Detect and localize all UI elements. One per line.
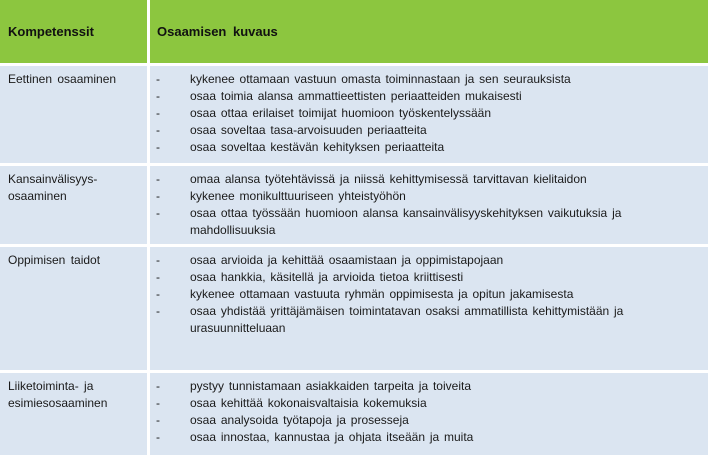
bullet-dash: - — [156, 123, 160, 137]
list-item — [150, 412, 708, 429]
list-item — [150, 303, 708, 337]
table-row-kansainvalisyysosaaminen — [0, 166, 708, 244]
bullet-dash: - — [156, 396, 160, 410]
description-cell — [150, 66, 708, 163]
bullet-dash: - — [156, 189, 160, 203]
list-item — [150, 188, 708, 205]
list-item — [150, 205, 708, 239]
bullet-dash: - — [156, 206, 160, 220]
list-item-text: pystyy tunnistamaan asiakkaiden tarpeita ja toiveita — [190, 379, 471, 393]
list-item-text: kykenee ottamaan vastuuta ryhmän oppimisesta ja opitun jakamisesta — [190, 287, 574, 301]
list-item-text: kykenee ottamaan vastuun omasta toiminnastaan ja sen seurauksista — [190, 72, 571, 86]
bullet-dash: - — [156, 413, 160, 427]
list-item — [150, 286, 708, 303]
table-row-oppimisen-taidot — [0, 247, 708, 370]
list-item-text: osaa kehittää kokonaisvaltaisia kokemuksia — [190, 396, 427, 410]
list-item — [150, 378, 708, 395]
list-item-text: osaa toimia alansa ammattieettisten periaatteiden mukaisesti — [190, 89, 522, 103]
competence-label: Liiketoiminta- ja esimiesosaaminen — [8, 379, 108, 410]
list-item-text: osaa soveltaa tasa-arvoisuuden periaatteita — [190, 123, 427, 137]
header-label-kompetenssit: Kompetenssit — [8, 24, 94, 39]
list-item — [150, 139, 708, 156]
table-row-eettinen-osaaminen — [0, 66, 708, 163]
bullet-dash: - — [156, 106, 160, 120]
header-label-osaamisen-kuvaus: Osaamisen kuvaus — [157, 24, 278, 39]
competence-cell — [0, 373, 147, 455]
bullet-dash: - — [156, 72, 160, 86]
competence-cell — [0, 247, 147, 370]
header-cell-kompetenssit — [0, 0, 147, 63]
bullet-dash: - — [156, 304, 160, 318]
bullet-dash: - — [156, 379, 160, 393]
list-item — [150, 269, 708, 286]
list-item-text: kykenee monikulttuuriseen yhteistyöhön — [190, 189, 406, 203]
list-item-text: omaa alansa työtehtävissä ja niissä kehittymisessä tarvittavan kielitaidon — [190, 172, 587, 186]
list-item — [150, 71, 708, 88]
table-row-liiketoiminta-esimiesosaaminen — [0, 373, 708, 455]
table-header-row — [0, 0, 708, 63]
competence-cell — [0, 66, 147, 163]
list-item-text: osaa ottaa erilaiset toimijat huomioon työskentelyssään — [190, 106, 491, 120]
bullet-dash: - — [156, 172, 160, 186]
bullet-dash: - — [156, 253, 160, 267]
bullet-dash: - — [156, 140, 160, 154]
description-cell — [150, 247, 708, 370]
list-item-text: osaa soveltaa kestävän kehityksen periaatteita — [190, 140, 445, 154]
competence-cell — [0, 166, 147, 244]
bullet-dash: - — [156, 89, 160, 103]
bullet-dash: - — [156, 287, 160, 301]
bullet-dash: - — [156, 430, 160, 444]
list-item — [150, 105, 708, 122]
list-item — [150, 429, 708, 446]
list-item-text: osaa yhdistää yrittäjämäisen toimintatavan osaksi ammatillista kehittymistään ja urasuunnitteluaan — [190, 304, 624, 335]
bullet-dash: - — [156, 270, 160, 284]
list-item — [150, 395, 708, 412]
header-cell-osaamisen-kuvaus — [150, 0, 708, 63]
list-item-text: osaa hankkia, käsitellä ja arvioida tietoa kriittisesti — [190, 270, 464, 284]
competence-label: Oppimisen taidot — [8, 253, 101, 267]
list-item — [150, 122, 708, 139]
list-item — [150, 171, 708, 188]
list-item-text: osaa ottaa työssään huomioon alansa kansainvälisyyskehityksen vaikutuksia ja mahdollisuuksia — [190, 206, 622, 237]
description-cell — [150, 166, 708, 244]
list-item — [150, 88, 708, 105]
competence-label: Eettinen osaaminen — [8, 72, 117, 86]
description-cell — [150, 373, 708, 455]
competence-label: Kansainvälisyys-osaaminen — [8, 172, 98, 203]
list-item-text: osaa analysoida työtapoja ja prosesseja — [190, 413, 409, 427]
list-item — [150, 252, 708, 269]
list-item-text: osaa innostaa, kannustaa ja ohjata itseään ja muita — [190, 430, 474, 444]
list-item-text: osaa arvioida ja kehittää osaamistaan ja oppimistapojaan — [190, 253, 504, 267]
